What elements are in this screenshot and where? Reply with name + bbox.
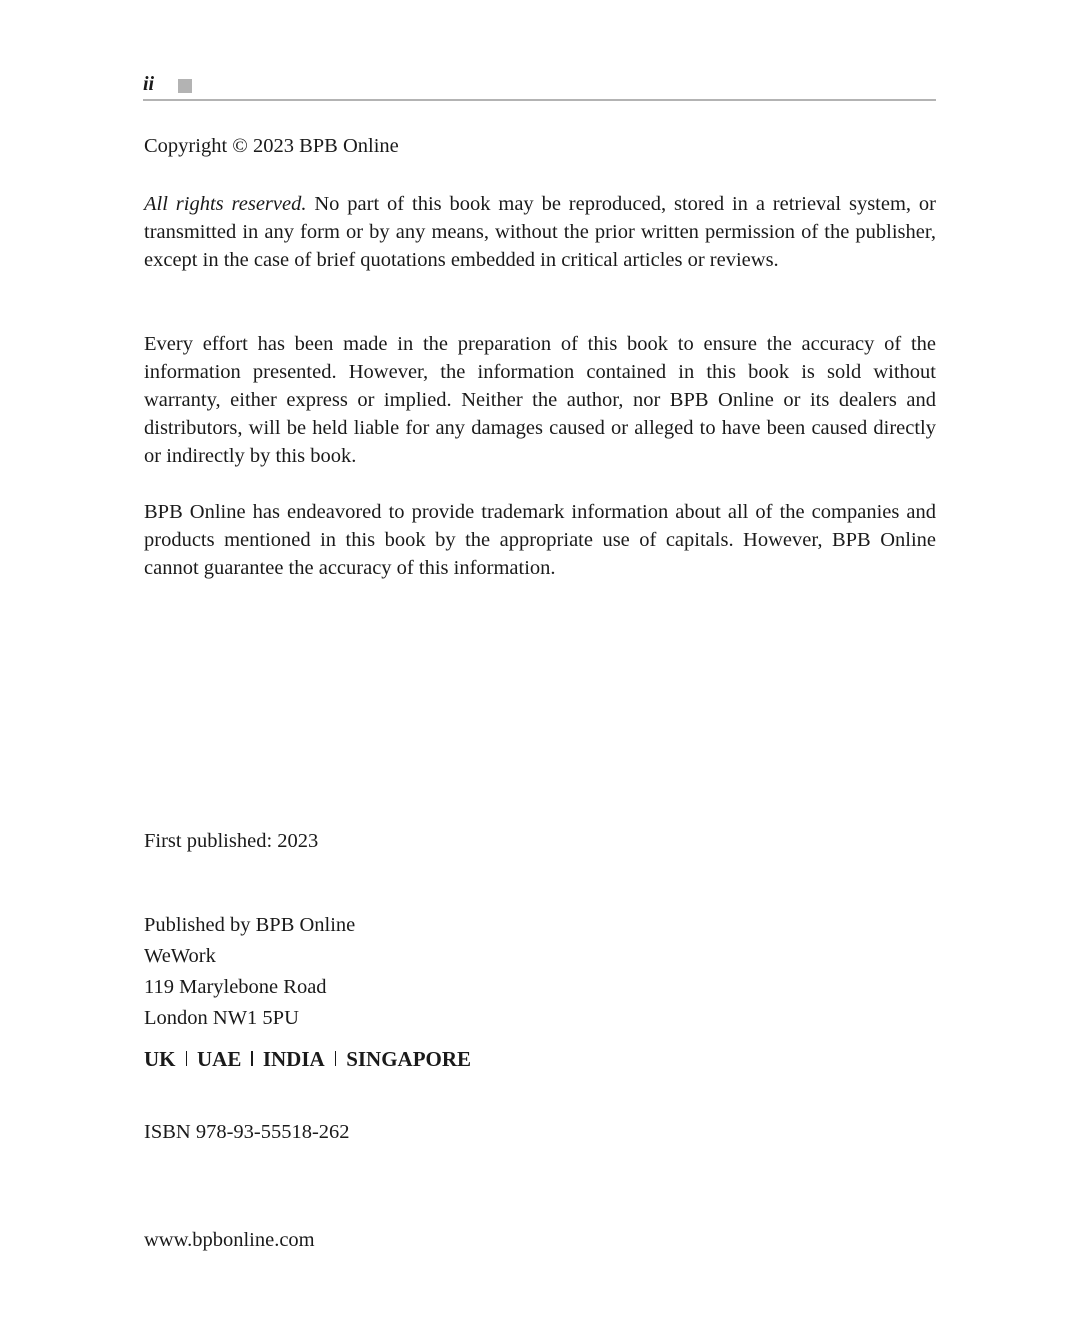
running-head: [143, 70, 936, 102]
region-singapore: SINGAPORE: [346, 1047, 472, 1071]
publisher-regions: [144, 1045, 936, 1073]
header-rule: [143, 99, 936, 101]
page-number: ii: [143, 73, 155, 95]
address-city-postcode: London NW1 5PU: [144, 1007, 299, 1029]
rights-body: No part of this book may be reproduced, stored in a retrieval system, or transmitted in any form or by any means, without the prior written permission of the publisher, except in the case of brief quotations embedded in critical articles or reviews.: [144, 193, 936, 271]
header-square-ornament: [178, 79, 192, 93]
region-india: INDIA: [262, 1047, 325, 1071]
address-building: WeWork: [144, 945, 216, 967]
rights-paragraph: [144, 190, 936, 274]
region-separator: [335, 1051, 337, 1066]
region-uae: UAE: [197, 1047, 242, 1071]
publisher-address: [144, 910, 936, 1034]
isbn-line: ISBN 978-93-55518-262: [144, 1121, 350, 1143]
website-link: www.bpbonline.com: [144, 1229, 315, 1251]
first-published-line: First published: 2023: [144, 830, 319, 852]
copyright-line: Copyright © 2023 BPB Online: [144, 135, 399, 157]
disclaimer-paragraph: Every effort has been made in the preparation of this book to ensure the accuracy of the information presented. However, the information contained in this book is sold without warranty, either express or implied. Neither the author, nor BPB Online or its dealers and distributors, will be held liable for any damages caused or alleged to have been caused directly or indirectly by this book.: [144, 333, 936, 467]
region-separator: [251, 1051, 253, 1066]
region-separator: [186, 1051, 188, 1066]
rights-lead: All rights reserved.: [144, 193, 307, 215]
address-street: 119 Marylebone Road: [144, 976, 327, 998]
trademark-paragraph: BPB Online has endeavored to provide trademark information about all of the companies and products mentioned in this book by the appropriate use of capitals. However, BPB Online cannot guarantee the accuracy of this information.: [144, 501, 936, 579]
publisher-name: Published by BPB Online: [144, 914, 356, 936]
region-uk: UK: [144, 1047, 176, 1071]
